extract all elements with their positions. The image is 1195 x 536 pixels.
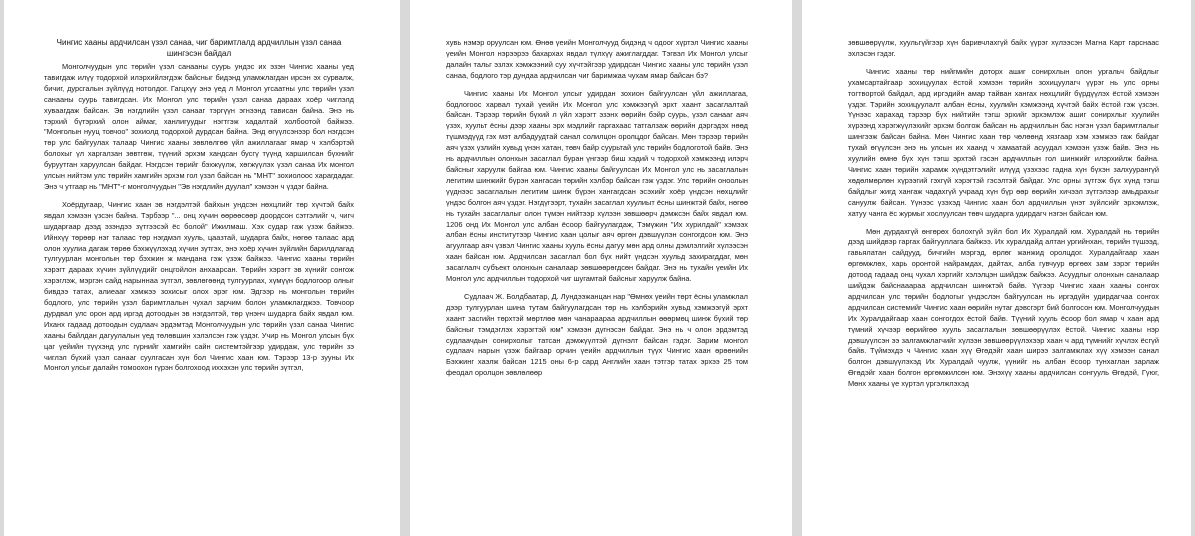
- viewer-gutter-right: [1191, 0, 1195, 536]
- paragraph: Чингис хааны төр нийгмийн доторх ашиг сонирхлын олон ургальч байдлыг ухамсартайгаар зохицуулах ёстой хэмээн төрийн зохицуулагч үүрэг нь улс орны тогтвортой байдал, ард иргэдийн амар тайван хангах нөхцлийг бүрдүүлэх ёстой хэмээн үздэг. Тэрийн зохицуулалт албан ёсны, хуулийн хэмжээнд хүчтэй байх ёстой гэж үзсэн. Үүнээс харахад тэрээр бүх нийтийн тэгш эрхийг эрхэмлэж ашиг сонирхлыг хуулийн хүрээнд хэрэгжүүлэхийг эрхэм болгож байсан нь ардчиллын бас нэгэн үзэл баримтлалыг шингээж байсан байна. Мөн Чингис хаан төр чөлөөнд хязгаар хэм хэмжээ гаж байдаг тухай өгүүлсэн энэ нь улсын их хаанд ч хамаатай асуудал хэмээн үзэж байв. Энэ нь хуулийн өмнө бүх хүн тэгш эрхтэй гэсэн ардчиллын гол шинжийг илэрхийлж байна. Чингис хаан төрийн харамж хүндэтгэлийг илүүд үзэхээс гадна хүн бүхэн залхуурангүй хөдөлмөрлөн хүрээгий гэхгүй хэрэгтэй гэсэлтэй байдаг. Улс орны зүтгэж бүх хүнд тэгш байдлыг жигд хангаж чадахгүй учраад хүн бүр өөр өөрийн хичээл зүтгэлээр амьдрахыг сануулж байсан. Үүнээс үзэхэд Чингис хаан бол ардчиллын үнэт зүйлсийг эрхэмлэж, хатуу чанга ёс журмыг хослуулсан төвч шударга удирдагч нэгэн байсан юм.: [848, 66, 1159, 218]
- document-page-3: [802, 0, 1191, 536]
- paragraph: Хоёрдугаар, Чингис хаан эв нэгдэлтэй байхын ундсэн нөхцлийг төр хүчтэй байх явдал хэмээн үзсэн байна. Тэрбээр "... онц хүчин өөрөөсөөр доордсон сэтгэлийг ч, чигч шударгаар дээд эзэндээ зүтгээсэй ёс болой" Ижилмаш. Хэх судар гаж үзэж байжээ. Ийнхүү төрөөр нэг талаас төр нэгдмэл хууль, цаазтай, шударга байх, нөгөө талаас ард олон хуулиа дагаж төрөө бэхжүүлэхэд хүчин зүтгэх, энэ хоёр хүчин зүйлийн барилдлагад тулгуурлан монголын төр бэхжин ж мандана гэж үзэж байжээ. Чингис хааны төрийн хэрэгт дараах хүчин зүйлүүдийг онцгойлон анхаарсан. Төрийн хэрэгт эв хүнийг сонгож хэрэглэж, мэргэн сайд нарыннаа зүтгэл, зөвлөгөөнд тулгуурлах, хүмүүн бодлогоор олныг бивдээ татах, алиеааг хэмжээ зохисыг олох эрэг юм. Эдгээр нь монголын төрийн бодлого, улс төрийн үзэл баримтлалын чухал зарчим болон уламжлагджээ. Товчоор дурдвал улс орон ард иргэд дотоодын эв нэгдэлтэй, төр үнэнч шударга байх явдал юм. Иханх гадаад дотоодын судлаач эрдэмтэд Монголчуудын улс төрийн үзэл санаа Чингис хааны байлдан дагуулалын үед төлөвшин хэлэлсэн гэж үздэг. Учир нь Монгол улсын бүх цаг үейийн түүхэнд улс гүрнийг хамгийн сайн системтэйгээр удирдаж, улс төрийн зэ чиглэл бүхий үзэл санааг суулгасан хүн бол Чингис хаан юм. Тэрээр 13-р зууны Их Монгол улсыг далайн томоохон гүрэн болгохоод иххэхэн улс төрийн зүтгэл,: [44, 199, 354, 373]
- paragraph: Мөн дурдахгүй өнгөрөх болохгүй зүйл бол Их Хуралдай юм. Хуралдай нь төрийн дээд шийдвэр гаргах байгууллага байжээ. Их хуралдайд алтан ургийнхан, төрийн түшээд, гавьялатан сайдууд, бичгийн мэргэд, өрлөг жанжид оролцдог. Хуралдайгаар хаан өргөмжлөх, харь оронтой найрамдах, дайтах, алба гувчуур өргөөх зам зэрэг төрийн дотоод гадаад онц чухал хэргийг хэлэлцэн шийдэж байжээ. Асуудлыг олонхын саналаар шийдэж байснааараа ардчилсан шинжтэй байв. Үүгээр Чингис хаан хааны сонгох ардчилсан улс төрийн бодлогыг үндэслэн байгуулсан нь иргэдүйн удирдагчаа сонгох ардчилсан системийг Чингис хаан өөрийн нутаг дэвсгэрт бий болгосон юм. Монголчуудын Их Хуралдайгаар хаан сонгогдох ёстой байв. Түүний хууль ёсоор бол ямар ч хаан ард түмний хүчээр өөрийгөө хууль засаглалын зөвшөөрүүлэх ёстой. Чингис хааны нэр дэвшүүлсэн ээ залгамжлагчийг хүлээн зөвшөөрүүлэхээр хаан ч ард түмнийг хүчлэх ёсгүй байв. Түймэхдэ ч Чингис хаан хүү Өгөдэйг хаан ширээ залгамжлах хүү хэмээн санал болгон дэвшүүлэхэд Их Хуралдай чуулж, үүнийг нь албан ёсоор тунхаглан зарлаж Өгөдэйг хаан болгон өргөмжилсөн юм. Энэхүү хааны ардчилсан сонгууль Өгөдэй, Гүюг, Мөнх хааны үе хүртэл үргэлжлэхэд: [848, 226, 1159, 389]
- page-separator: [400, 0, 410, 536]
- paragraph: Монголчуудын улс төрийн үзэл санааны суурь ундэс их эзэн Чингис хааны үед тавигдаж илүү тодорхой илэрхийлэгдэж байсныг бидэнд уламжлагдан ирсэн эх сурвалж, бичиг, дурсгалын зүйлүүд нотолдог. Гагцхүү энэ үед л Монгол угсаатны улс төрийн үзэл санааны суурь тавигдсан. Их Монгол улс төрийн үзэл санаа дараах хоёр чиглэлд хуваагдаж байсан. Эв нэгдлийн үзэл санааг тэргүүн эгнээнд тависан байна. Энэ нь тэрхий бүтэрхий олон аймаг, ханлигуудыг нэгтгэж хадалтай холбоотой байжээ. "Монголын нууц товчоо" зохиолд тодорхой дурдсан байна. Энд өгүүлсэнээр бол нэгдсэн төр улс байгуулах талаар Чингис хааны зөвлөлгөө үйл ажиллагааг ямар ч хэлбэртэй болохыг үл харгалзан зөвтгөж, түүний эрхэм хандсан бусгү түүнд харшилсан бүхнийг буруутган харуулсан байдаг. Нэгдсэн төрийг бэхжүүлж, хөгжүүлэх үзэл санаа Их монгол улсын нийтэм улс төрийн хамгийн эрхэм гол үзэл байсан нь "МНТ" зохиолоос харагдадаг. Энэ ч утгаар нь "МНТ"-г монголчуудын "Эв нэгдлийн дуулал" хэмээн ч үздэг байна.: [44, 62, 354, 191]
- paragraph: зөвшөөрүүлж, хуульгүйгээр хүн баривчлахгүй байх үүрэг хүлээсэн Магна Карт гарснаас эхлэсэн гэдэг.: [848, 38, 1159, 58]
- document-page-1: [4, 0, 400, 536]
- paragraph: Чингис хааны Их Монгол улсыг удирдан зохион байгуулсан үйл ажиллагаа, бодлогоос харвал тухай үеийн Их Монгол улс хэмжээгүй эрхт хаант засаглалтай байсан. Тэрээр төрийн бүхий л үйл хэрэгт эзэнх өөрийн бэйр суурь, үзэл санааг аяч үзэх, хуульт ёсны дээр хааны эрх мэдлийг гаргахаас татгалзаж өөрийн дэргэдэх нөөд түшмэдүүд гэх мэт албадуудтай санал солилцон оролцдог байсан. Мөн тэрээр төрийн аяч үзэх үзлийн хувьд үнэн хатан, төвч байр суурьтай улс төрийн бодлоготой байв. Энэ нь ардчиллын олонхын засаглал буран үнгээр биш хэдий ч тодорхой хэмжээнд илэрч байсныг харуулж байгаа юм. Чингис хааны байгуулсан Их Монгол улс нь засаглалын легитим шинжийг бүрэн хангасан төрийн хэлбэр байсан гэж үздэг. Улс төрийн оноолын үүднээс засаглалын легитим шинж бүрэн хангагдсан эсэхийг хоёр үндсэн нөхцлийг үндэс болгон аяч үздэг. Нэгдүгээрт, тухайн засаглал хуулиыт ёсны шинжтэй байх, нөгөө нь тухайн засаглалыг олон түмэн нийтээр хүлээн зөвшөөрч дэмжсэн байх явдал юм. 1206 онд Их Монгол улс албан ёсоор байгуулагдаж, Тэмүжин "Их хурилдай" хэмээх албан ёсны институтээр Чингис хаан цолыг аяч өргөн дэвшүүлэн сонгогдсон юм. Энэ агуулгаар аяч үзвэл Чингис хааны хууль ёсны дагуу мөн ард олны дэмлэлгийг хүлээсэн хаан байсан юм. Ардчилсан засаглал бол бүх нийт үндсэн хуульд захирагддаг, мөн засаглалч субъект олонхын саналаар зөвшөөрөгдсөн байдаг. Энэ нь тухайн үеийн Их Монгол улс ардчиллын тодорхой чиг шугамтай байсныг харуулж байна.: [446, 88, 748, 284]
- page-separator: [792, 0, 802, 536]
- paragraph: Судлаач Ж. Болдбаатар, Д. Лундээжанцан нар "Өмнөх үеийн төрт ёсны уламжлал дээр тулгуурлан шина тутам байгуулагдсан төр нь хэлбэрийн хувьд хэмжээгүй эрхт хаант засгийн төрхтэй мөртлөө мөн чанараараа ардчиллын өөөрмөц шинж бүхий төр байсныг тэмдэглэх хэрэгтэй юм" хэмээн дүгнэсэн байдаг. Энэ нь ч олон эрдэмтэд судлаачдын сонирхолыг татсан дэмжүүлтэй дүгнэлт байсан гэдэг. Зарим монгол судлаач нарын үзэж байгаар орчин үеийн ардчиллын түүх Чингис хаан өрөөнийн Бэхжинг хаэлж байсан 1215 оны 6-р сард Английн хаан тэтгэр татах эрхээ 25 том феодал оролцон зөвлөлөөр: [446, 291, 748, 378]
- paragraph: хувь нэмэр оруулсан юм. Өнөө үеийн Монголчууд бидэнд ч одоог хүртэл Чингис хааны үеийн Монгол нэрээрээ бахархах явдал түлхүү ажиглагддаг. Тэгвэл Их Монгол улсыг далайн тальг эзлэх хэмжээний суу хүчтэйгээр удирдсан Чингис хааны улс төрийн үзэл санаа, бодлого тэр дундаа ардчилсан чиг баримжаа чухам ямар байсан бэ?: [446, 38, 748, 80]
- document-page-2: [410, 0, 792, 536]
- document-title: Чингис хааны ардчилсан үзэл санаа, чиг баримтлалд ардчиллын үзэл санаа шингэсэн байдал: [56, 38, 342, 58]
